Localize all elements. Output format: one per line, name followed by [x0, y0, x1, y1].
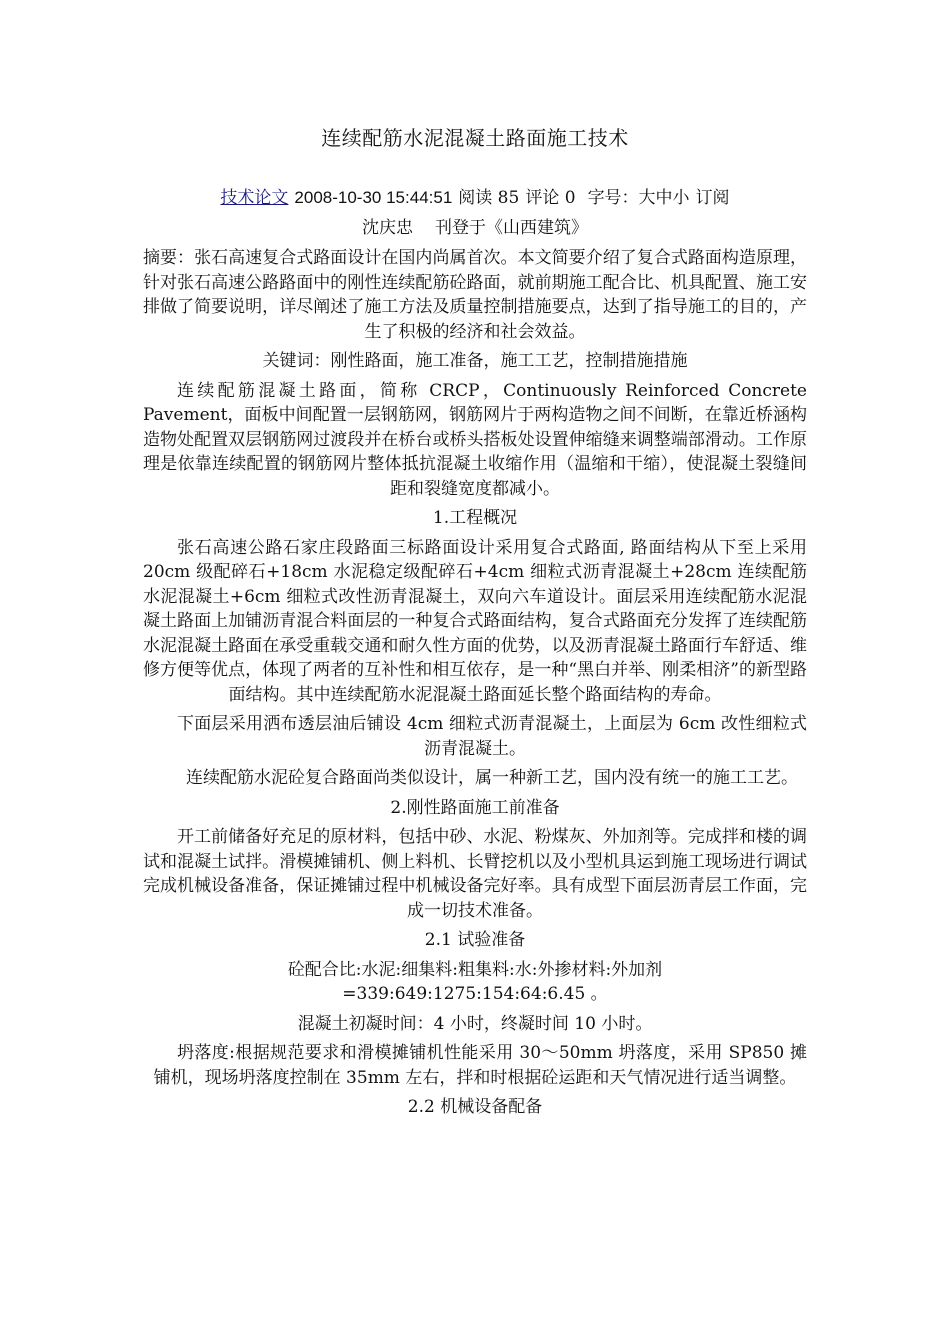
subsection-2-2-heading: 2.2 机械设备配备 — [407, 1097, 543, 1117]
author-name: 沈庆忠 — [362, 218, 413, 238]
section-1-paragraph: 连续配筋水泥砼复合路面尚类似设计，属一种新工艺，国内没有统一的施工工艺。 — [186, 768, 798, 788]
comment-count[interactable]: 评论 0 — [525, 188, 576, 208]
keywords-paragraph: 关键词：刚性路面，施工准备，施工工艺，控制措施措施 — [262, 351, 688, 371]
section-1-heading: 1.工程概况 — [432, 508, 518, 528]
article-body — [143, 246, 807, 1125]
section-1-paragraph: 张石高速公路石家庄段路面三标路面设计采用复合式路面, 路面结构从下至上采用 20cm 级配碎石+18cm 水泥稳定级配碎石+4cm 细粒式沥青混凝土+28cm 连续配筋水泥混凝土+6cm 细粒式改性沥青混凝土，双向六车道设计。面层采用连续配筋水泥混凝土路面上加铺沥青混合料面层的一种复合式路面结构，复合式路面充分发挥了连续配筋水泥混凝土路面在承受重载交通和耐久性方面的优势，以及沥青混凝土路面行车舒适、维修方便等优点，体现了两者的互补性和相互依存，是一种“黑白并举、刚柔相济”的新型路面结构。其中连续配筋水泥混凝土路面延长整个路面结构的寿命。 — [143, 537, 807, 705]
abstract-paragraph: 摘要：张石高速复合式路面设计在国内尚属首次。本文简要介绍了复合式路面构造原理，针对张石高速公路路面中的刚性连续配筋砼路面，就前期施工配合比、机具配置、施工安排做了简要说明，详尽阐述了施工方法及质量控制措施要点，达到了指导施工的目的，产生了积极的经济和社会效益。 — [143, 248, 807, 342]
publication-source: 刊登于《山西建筑》 — [435, 218, 588, 238]
publish-datetime: 2008-10-30 15:44:51 — [294, 188, 453, 207]
article-title: 连续配筋水泥混凝土路面施工技术 — [321, 126, 629, 150]
author-line — [143, 216, 807, 240]
mix-ratio-line: 砼配合比:水泥:细集料:粗集料:水:外掺材料:外加剂 — [287, 959, 663, 980]
subscribe-link[interactable]: 订阅 — [695, 188, 730, 208]
font-size-switch[interactable]: 字号：大中小 — [587, 188, 690, 208]
intro-paragraph: 连续配筋混凝土路面，简称 CRCP，Continuously Reinforced Concrete Pavement，面板中间配置一层钢筋网，钢筋网片于两构造物之间不间断，在靠近桥涵构造物处配置双层钢筋网过渡段并在桥台或桥头搭板处设置伸缩缝来调整端部滑动。工作原理是依靠连续配置的钢筋网片整体抵抗混凝土收缩作用（温缩和干缩），使混凝土裂缝间距和裂缝宽度都减小。 — [143, 380, 807, 499]
slump-paragraph: 坍落度:根据规范要求和滑模摊铺机性能采用 30～50mm 坍落度，采用 SP850 摊铺机，现场坍落度控制在 35mm 左右，拌和时根据砼运距和天气情况进行适当调整。 — [153, 1043, 807, 1088]
section-1-paragraph: 下面层采用洒布透层油后铺设 4cm 细粒式沥青混凝土，上面层为 6cm 改性细粒式沥青混凝土。 — [177, 714, 807, 759]
article-meta — [143, 186, 807, 210]
section-2-paragraph: 开工前储备好充足的原材料，包括中砂、水泥、粉煤灰、外加剂等。完成拌和楼的调试和混凝土试拌。滑模摊铺机、侧上料机、长臂挖机以及小型机具运到施工现场进行调试完成机械设备准备，保证摊铺过程中机械设备完好率。具有成型下面层沥青层工作面，完成一切技术准备。 — [143, 827, 807, 921]
subsection-2-1-heading: 2.1 试验准备 — [424, 930, 526, 950]
category-link[interactable]: 技术论文 — [220, 188, 289, 208]
section-2-heading: 2.刚性路面施工前准备 — [390, 797, 560, 818]
mix-ratio-values: =339:649:1275:154:64:6.45 。 — [342, 984, 608, 1004]
setting-time-paragraph: 混凝土初凝时间：4 小时，终凝时间 10 小时。 — [297, 1013, 653, 1034]
read-count: 阅读 85 — [458, 188, 520, 208]
